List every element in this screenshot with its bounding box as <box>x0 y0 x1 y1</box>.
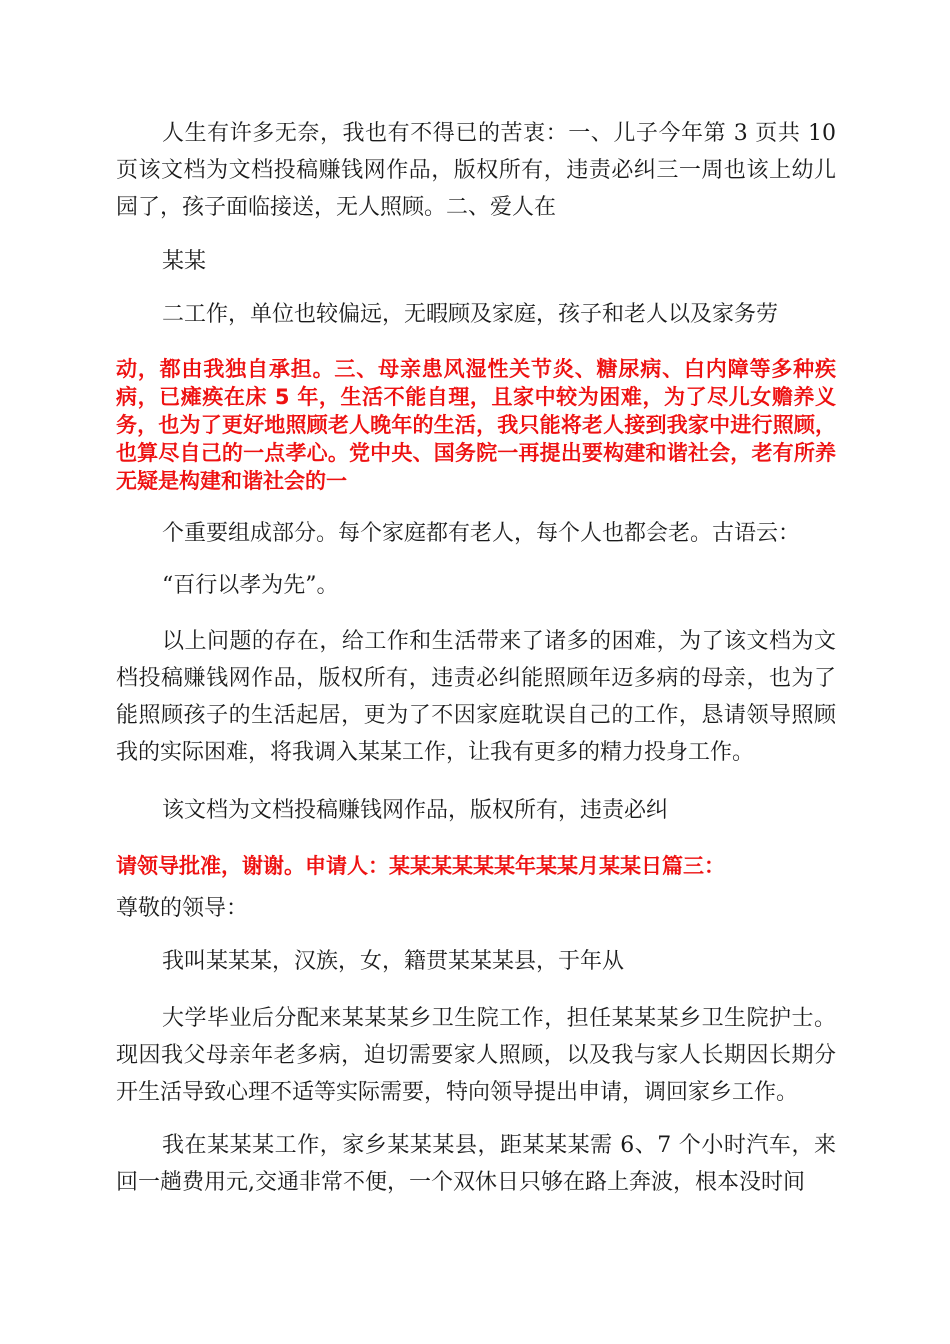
paragraph-8: 该文档为文档投稿赚钱网作品，版权所有，违责必纠 <box>162 798 669 823</box>
paragraph-1: 人生有许多无奈，我也有不得已的苦衷：一、儿子今年第 3 页共 10 页该文档为文档投稿赚钱网作品，版权所有，违责必纠三一周也该上幼儿园了，孩子面临接送，无人照顾。二、爱人在 <box>116 121 836 220</box>
paragraph-9-highlighted: 请领导批准，谢谢。申请人：某某某某某某年某某月某某日篇三： <box>116 854 725 878</box>
paragraph-5: 个重要组成部分。每个家庭都有老人，每个人也都会老。古语云： <box>162 521 801 546</box>
paragraph-4-highlighted: 动，都由我独自承担。三、母亲患风湿性关节炎、糖尿病、白内障等多种疾病，已瘫痪在床 5 年，生活不能自理，且家中较为困难，为了尽儿女赡养义务，也为了更好地照顾老人晚年的生活，我只能将老人接到我家中进行照顾，也算尽自己的一点孝心。党中央、国务院一再提出要构建和谐社会，老有所养无疑是构建和谐社会的一 <box>116 357 836 493</box>
paragraph-2: 某某 <box>162 249 207 274</box>
paragraph-6-quote: “百行以孝为先”。 <box>162 573 339 598</box>
paragraph-3: 二工作，单位也较偏远，无暇顾及家庭，孩子和老人以及家务劳 <box>162 302 779 327</box>
paragraph-7: 以上问题的存在，给工作和生活带来了诸多的困难，为了该文档为文档投稿赚钱网作品，版权所有，违责必纠能照顾年迈多病的母亲，也为了能照顾孩子的生活起居，更为了不因家庭耽误自己的工作，恳请领导照顾我的实际困难，将我调入某某工作，让我有更多的精力投身工作。 <box>116 629 836 765</box>
paragraph-11: 大学毕业后分配来某某某乡卫生院工作，担任某某某乡卫生院护士。现因我父母亲年老多病，迫切需要家人照顾，以及我与家人长期因长期分开生活导致心理不适等实际需要，特向领导提出申请，调回家乡工作。 <box>116 1006 836 1105</box>
paragraph-12: 我在某某某工作，家乡某某某县，距某某某需 6、7 个小时汽车，来回一趟费用元,交通非常不便，一个双休日只够在路上奔波，根本没时间 <box>116 1133 836 1195</box>
salutation: 尊敬的领导： <box>116 896 249 921</box>
paragraph-10: 我叫某某某，汉族，女，籍贯某某某县，于年从 <box>162 949 625 974</box>
